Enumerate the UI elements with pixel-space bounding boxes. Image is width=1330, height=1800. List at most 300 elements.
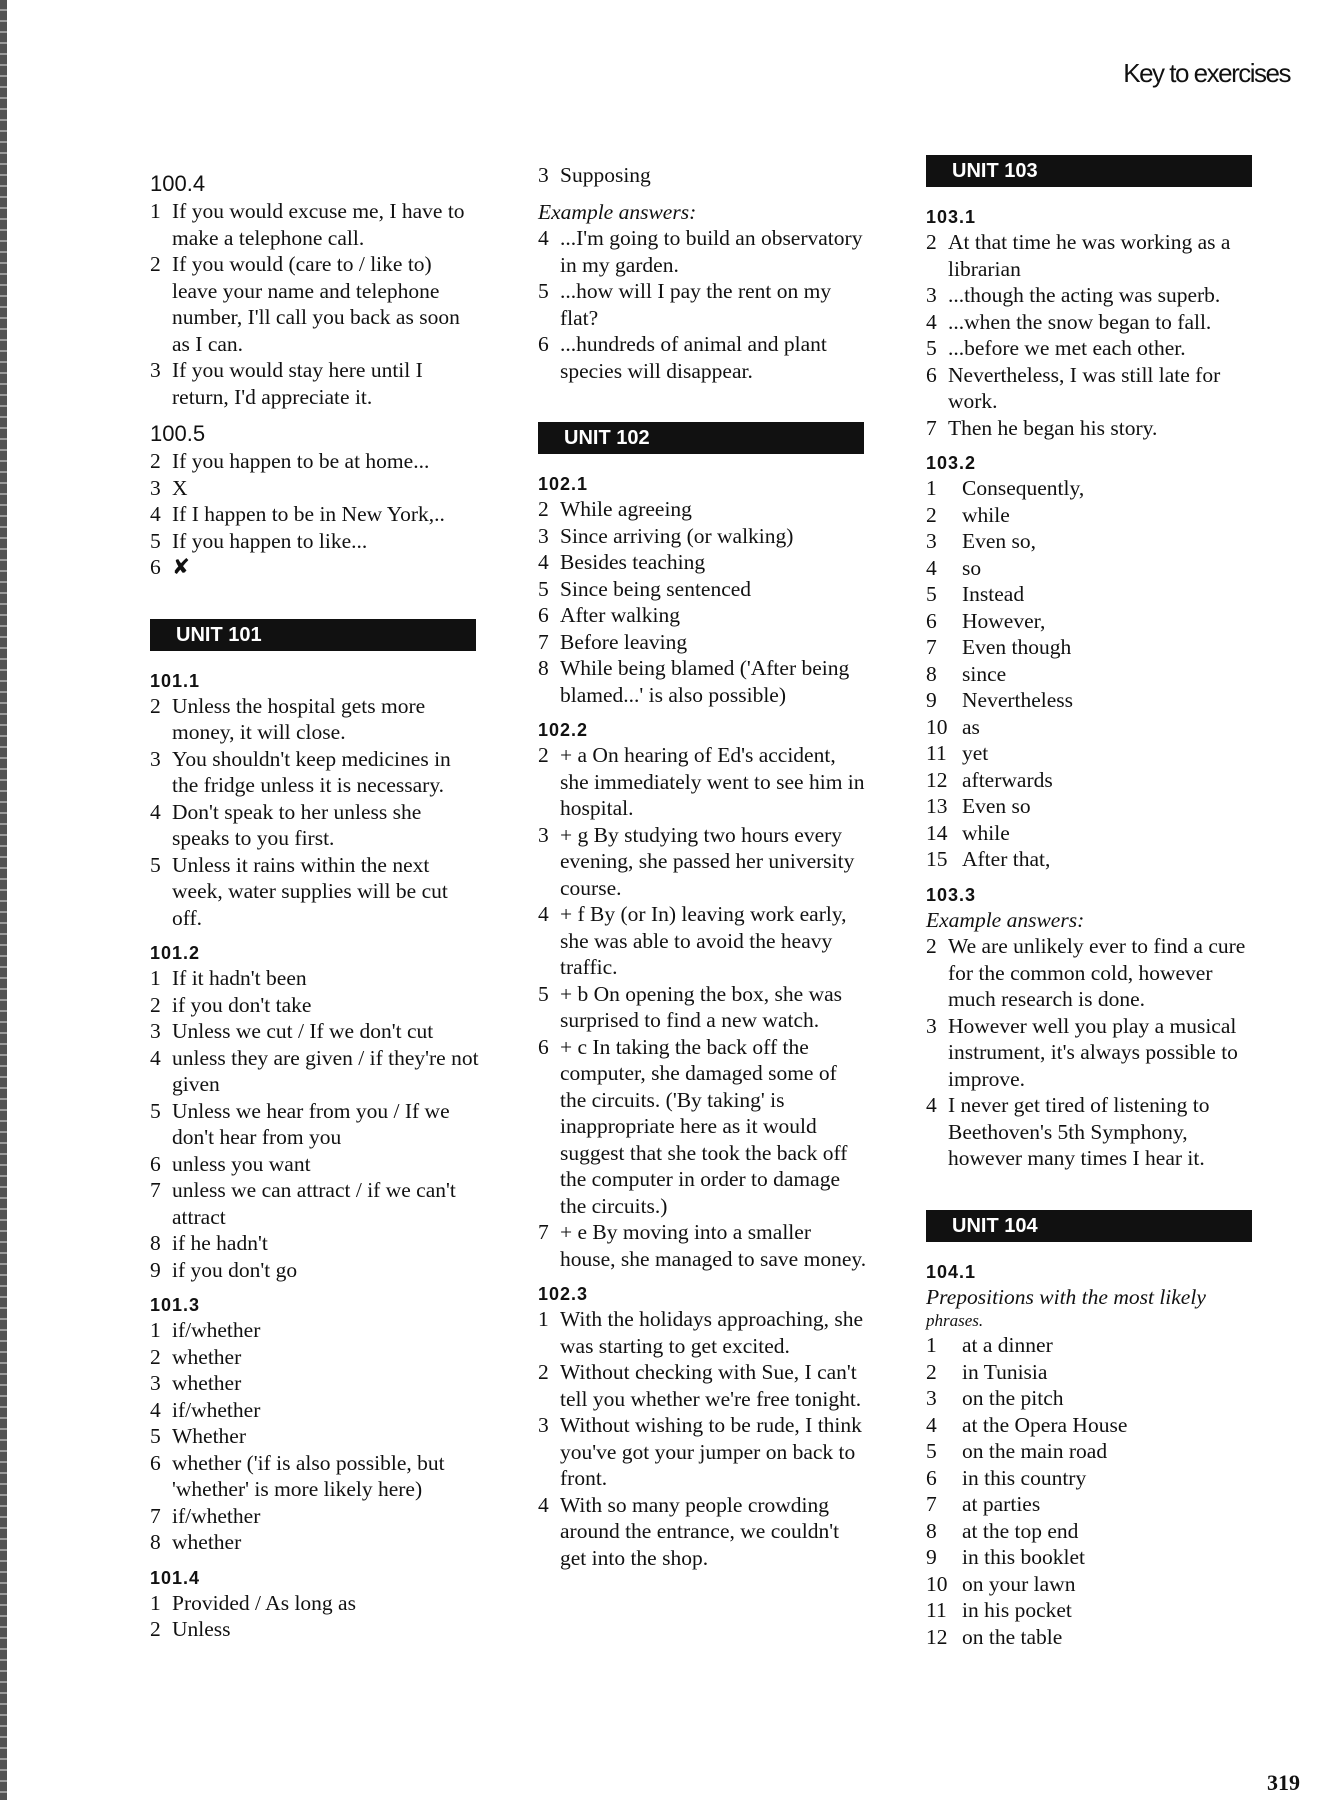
answer-number: 4 xyxy=(538,902,549,926)
answer-number: 8 xyxy=(538,656,549,680)
answer-item xyxy=(538,162,868,189)
answer-text: if/whether xyxy=(172,1397,261,1422)
answer-item xyxy=(150,1370,480,1397)
answer-item xyxy=(926,309,1256,336)
answer-number: 1 xyxy=(538,1307,549,1331)
answer-item xyxy=(150,1423,480,1450)
answer-number: 6 xyxy=(926,362,937,387)
answer-number: 15 xyxy=(926,847,948,871)
answer-item xyxy=(150,992,480,1019)
answer-item xyxy=(150,1344,480,1371)
answer-item xyxy=(926,1332,1256,1359)
answer-item xyxy=(926,282,1256,309)
answer-text: ...though the acting was superb. xyxy=(948,283,1221,307)
answer-number: 2 xyxy=(150,693,161,718)
answer-item xyxy=(926,1013,1256,1093)
answer-text: I never get tired of listening to Beethoven's 5th Symphony, however many times I hear it. xyxy=(948,1093,1210,1170)
exercise-number: 102.1 xyxy=(538,474,589,494)
answer-number: 5 xyxy=(150,852,161,877)
column-3 xyxy=(926,155,1256,1660)
answer-text: ...hundreds of animal and plant species will disappear. xyxy=(560,332,827,383)
answer-text: if he hadn't xyxy=(172,1231,268,1255)
answer-number: 3 xyxy=(150,1019,161,1043)
answer-number: 3 xyxy=(150,1371,161,1395)
exercise-number: 100.4 xyxy=(150,171,206,196)
answer-text: at parties xyxy=(962,1492,1041,1516)
answer-item xyxy=(926,415,1256,442)
answer-text: Unless it rains within the next week, water supplies will be cut off. xyxy=(172,852,448,930)
exercise-block xyxy=(150,170,480,410)
answer-text: Then he began his story. xyxy=(948,415,1158,440)
answer-text: ...how will I pay the rent on my flat? xyxy=(560,279,832,330)
answer-text: whether xyxy=(172,1371,242,1395)
answer-text: If I happen to be in New York,.. xyxy=(172,502,445,526)
answer-number: 3 xyxy=(538,523,549,548)
answer-text: Without checking with Sue, I can't tell you whether we're free tonight. xyxy=(560,1360,862,1411)
exercise-number: 103.1 xyxy=(926,207,977,227)
answer-item xyxy=(926,1438,1256,1465)
page-header: Key to exercises xyxy=(1123,58,1290,88)
answer-number: 2 xyxy=(150,1617,161,1641)
exercise-block xyxy=(926,451,1256,873)
answer-text: + f By (or In) leaving work early, she was able to avoid the heavy traffic. xyxy=(560,902,847,979)
answer-number: 4 xyxy=(538,226,549,250)
answer-number: 4 xyxy=(926,1412,937,1437)
answer-number: 7 xyxy=(538,1220,549,1244)
answer-item xyxy=(538,629,868,656)
answer-item xyxy=(538,1412,868,1492)
answer-text: on the main road xyxy=(962,1439,1108,1463)
answer-text: + b On opening the box, she was surprised to find a new watch. xyxy=(560,981,843,1032)
answer-text: Consequently, xyxy=(962,476,1085,500)
answer-item xyxy=(150,1397,480,1424)
answer-text: If you would stay here until I return, I'd appreciate it. xyxy=(172,358,423,409)
answer-number: 3 xyxy=(926,283,937,307)
exercise-block xyxy=(538,718,868,1272)
answer-item xyxy=(926,661,1256,688)
answer-number: 6 xyxy=(538,603,549,627)
answer-number: 8 xyxy=(926,1518,937,1543)
answer-number: 3 xyxy=(926,529,937,553)
answer-text: You shouldn't keep medicines in the fridge unless it is necessary. xyxy=(172,746,451,797)
answer-number: 6 xyxy=(926,1465,937,1490)
answer-text: Even so, xyxy=(962,529,1037,553)
answer-number: 6 xyxy=(150,1151,161,1176)
answer-item xyxy=(150,799,480,852)
answer-text: With so many people crowding around the entrance, we couldn't get into the shop. xyxy=(560,1492,840,1570)
answer-item xyxy=(538,576,868,603)
exercise-subheading: phrases. xyxy=(926,1311,984,1330)
answer-text: while xyxy=(962,820,1010,845)
answer-number: 5 xyxy=(926,336,937,360)
exercise-block xyxy=(538,162,868,189)
answer-text: + a On hearing of Ed's accident, she immediately went to see him in hospital. xyxy=(560,743,865,820)
exercise-block xyxy=(926,883,1256,1172)
answer-item xyxy=(926,502,1256,529)
answer-text: With the holidays approaching, she was starting to get excited. xyxy=(560,1307,864,1358)
exercise-number: 101.4 xyxy=(150,1567,201,1588)
answer-number: 8 xyxy=(150,1530,161,1554)
answer-item xyxy=(926,475,1256,502)
answer-item xyxy=(150,1151,480,1178)
answer-text: in this booklet xyxy=(962,1545,1086,1569)
answer-text: Instead xyxy=(962,582,1025,606)
exercise-number: 101.1 xyxy=(150,670,201,691)
answer-item xyxy=(150,1317,480,1344)
exercise-number: 103.3 xyxy=(926,884,977,905)
answer-item xyxy=(538,331,868,384)
answer-item xyxy=(926,714,1256,741)
answer-text: Unless we cut / If we don't cut xyxy=(172,1019,434,1043)
exercise-number: 101.3 xyxy=(150,1295,201,1315)
answer-text: on the table xyxy=(962,1624,1063,1649)
answer-number: 1 xyxy=(150,199,161,223)
answer-text: in his pocket xyxy=(962,1598,1072,1622)
answer-item xyxy=(150,251,480,357)
answer-item xyxy=(926,1092,1256,1172)
answer-text: While being blamed ('After being blamed...' is also possible) xyxy=(560,656,850,707)
answer-text: whether xyxy=(172,1344,242,1369)
answer-text: whether xyxy=(172,1530,242,1554)
exercise-number: 100.5 xyxy=(150,421,206,446)
answer-number: 3 xyxy=(150,475,161,500)
answer-number: 2 xyxy=(150,992,161,1017)
answer-item xyxy=(538,602,868,629)
answer-number: 3 xyxy=(538,163,549,187)
answer-text: at a dinner xyxy=(962,1333,1053,1357)
exercise-block xyxy=(150,1293,480,1556)
answer-text: After walking xyxy=(560,603,681,627)
answer-text: If it hadn't been xyxy=(172,966,307,990)
answer-item xyxy=(538,549,868,576)
answer-text: ...I'm going to build an observatory in my garden. xyxy=(560,226,863,277)
answer-number: 4 xyxy=(150,502,161,526)
answer-text: Whether xyxy=(172,1424,247,1448)
answer-text: as xyxy=(962,714,980,739)
column-1 xyxy=(150,166,480,1653)
answer-text: in Tunisia xyxy=(962,1359,1048,1384)
answer-item xyxy=(926,1412,1256,1439)
answer-number: 4 xyxy=(150,799,161,824)
answer-number: 2 xyxy=(926,502,937,527)
answer-item xyxy=(150,475,480,502)
answer-text: while xyxy=(962,502,1010,527)
answer-text: unless they are given / if they're not given xyxy=(172,1045,479,1096)
answer-text: unless you want xyxy=(172,1151,311,1176)
answer-text: so xyxy=(962,555,982,580)
answer-number: 1 xyxy=(926,476,937,500)
answer-number: 2 xyxy=(538,1360,549,1384)
answer-number: 9 xyxy=(150,1257,161,1282)
exercise-block xyxy=(926,205,1256,441)
answer-number: 5 xyxy=(538,981,549,1006)
answer-item xyxy=(926,555,1256,582)
answer-text: Nevertheless, I was still late for work. xyxy=(948,362,1221,413)
answer-text: Unless the hospital gets more money, it will close. xyxy=(172,693,426,744)
answer-text: If you happen to be at home... xyxy=(172,449,430,473)
answer-text: afterwards xyxy=(962,767,1053,792)
answer-item xyxy=(150,1257,480,1284)
answer-number: 4 xyxy=(150,1397,161,1422)
exercise-block xyxy=(926,1260,1256,1651)
answer-number: 12 xyxy=(926,767,948,792)
exercise-number: 102.2 xyxy=(538,720,589,740)
answer-number: 3 xyxy=(926,1386,937,1410)
answer-item xyxy=(538,981,868,1034)
answer-item xyxy=(926,608,1256,635)
answer-item xyxy=(926,229,1256,282)
answer-item xyxy=(538,1359,868,1412)
answer-text: ...before we met each other. xyxy=(948,336,1186,360)
answer-text: at the top end xyxy=(962,1518,1079,1543)
answer-item xyxy=(926,1359,1256,1386)
answer-number: 11 xyxy=(926,1598,947,1622)
answer-number: 10 xyxy=(926,1571,948,1596)
exercise-block xyxy=(538,1282,868,1571)
column-2 xyxy=(538,162,868,1581)
answer-number: 3 xyxy=(150,358,161,382)
answer-number: 2 xyxy=(926,934,937,958)
answer-item xyxy=(538,523,868,550)
answer-number: 4 xyxy=(926,309,937,334)
answer-number: 7 xyxy=(926,415,937,440)
answer-text: Don't speak to her unless she speaks to you first. xyxy=(172,799,422,850)
answer-item xyxy=(538,822,868,902)
answer-number: 2 xyxy=(926,230,937,254)
answer-number: 14 xyxy=(926,820,948,845)
answer-text: if you don't go xyxy=(172,1257,298,1282)
answer-number: 6 xyxy=(150,1450,161,1475)
answer-text: If you would excuse me, I have to make a telephone call. xyxy=(172,199,465,250)
answer-item xyxy=(538,1219,868,1272)
answer-number: 5 xyxy=(926,582,937,606)
answer-text: + g By studying two hours every evening, she passed her university course. xyxy=(560,822,855,900)
answer-text: Since arriving (or walking) xyxy=(560,523,794,548)
answer-number: 5 xyxy=(538,279,549,303)
answer-text: whether ('if is also possible, but 'whether' is more likely here) xyxy=(172,1450,445,1501)
answer-item xyxy=(926,740,1256,767)
answer-item xyxy=(150,357,480,410)
answer-number: 7 xyxy=(150,1503,161,1528)
answer-text: unless we can attract / if we can't attract xyxy=(172,1178,456,1229)
answer-item xyxy=(538,1034,868,1220)
exercise-subheading: Example answers: xyxy=(926,907,1085,932)
answer-item xyxy=(150,554,480,581)
answer-item xyxy=(926,1597,1256,1624)
answer-item xyxy=(150,965,480,992)
answer-number: 11 xyxy=(926,741,947,765)
answer-number: 5 xyxy=(150,1098,161,1123)
answer-item xyxy=(150,693,480,746)
answer-text: Even so xyxy=(962,794,1031,818)
answer-item xyxy=(150,528,480,555)
answer-text: Supposing xyxy=(560,163,651,187)
answer-text: Besides teaching xyxy=(560,550,706,574)
answer-item xyxy=(538,901,868,981)
answer-text: ✘ xyxy=(172,555,191,579)
answer-text: at the Opera House xyxy=(962,1412,1128,1437)
answer-number: 2 xyxy=(926,1359,937,1384)
answer-number: 8 xyxy=(150,1231,161,1255)
answer-item xyxy=(538,1492,868,1572)
exercise-block xyxy=(150,420,480,581)
answer-number: 1 xyxy=(150,1318,161,1342)
answer-text: if/whether xyxy=(172,1503,261,1528)
answer-item xyxy=(926,767,1256,794)
answer-text: If you happen to like... xyxy=(172,528,368,553)
exercise-subheading: Example answers: xyxy=(538,199,697,224)
answer-item xyxy=(926,1491,1256,1518)
answer-item xyxy=(150,1098,480,1151)
answer-item xyxy=(150,1590,480,1617)
answer-number: 6 xyxy=(926,608,937,633)
exercise-subheading: Prepositions with the most likely xyxy=(926,1284,1206,1309)
answer-number: 6 xyxy=(150,555,161,579)
answer-item xyxy=(926,335,1256,362)
answer-item xyxy=(150,1529,480,1556)
exercise-number: 104.1 xyxy=(926,1261,977,1282)
answer-text: Even though xyxy=(962,635,1072,659)
answer-item xyxy=(926,528,1256,555)
answer-item xyxy=(926,1518,1256,1545)
answer-text: since xyxy=(962,661,1007,686)
unit-heading: UNIT 104 xyxy=(926,1210,1252,1242)
answer-item xyxy=(926,687,1256,714)
answer-number: 2 xyxy=(538,497,549,521)
answer-text: While agreeing xyxy=(560,497,692,521)
exercise-block xyxy=(538,472,868,708)
answer-number: 7 xyxy=(926,635,937,659)
answer-item xyxy=(150,1616,480,1643)
answer-text: After that, xyxy=(962,847,1051,871)
answer-number: 7 xyxy=(538,629,549,654)
answer-item xyxy=(926,1624,1256,1651)
answer-number: 4 xyxy=(538,550,549,574)
answer-item xyxy=(150,1503,480,1530)
answer-item xyxy=(150,1230,480,1257)
answer-text: However well you play a musical instrument, it's always possible to improve. xyxy=(948,1013,1238,1091)
answer-item xyxy=(150,1177,480,1230)
answer-number: 6 xyxy=(538,1034,549,1059)
exercise-number: 103.2 xyxy=(926,453,977,473)
page-number: 319 xyxy=(1267,1770,1300,1795)
answer-number: 2 xyxy=(150,449,161,473)
answer-item xyxy=(150,198,480,251)
answer-item xyxy=(150,501,480,528)
scan-edge xyxy=(0,0,7,1800)
answer-item xyxy=(926,1571,1256,1598)
answer-text: X xyxy=(172,475,188,500)
answer-number: 5 xyxy=(150,528,161,553)
answer-number: 2 xyxy=(150,1344,161,1369)
answer-item xyxy=(926,1465,1256,1492)
exercise-number: 102.3 xyxy=(538,1284,589,1304)
answer-text: if/whether xyxy=(172,1318,261,1342)
answer-number: 3 xyxy=(150,746,161,771)
answer-number: 3 xyxy=(538,822,549,847)
answer-number: 8 xyxy=(926,661,937,686)
answer-number: 3 xyxy=(926,1013,937,1038)
answer-item xyxy=(538,655,868,708)
answer-text: on your lawn xyxy=(962,1571,1076,1596)
answer-text: in this country xyxy=(962,1465,1087,1490)
unit-heading: UNIT 102 xyxy=(538,422,864,454)
answer-item xyxy=(926,1544,1256,1571)
answer-text: + c In taking the back off the computer, she damaged some of the circuits. ('By taking' is inappropriate here as it would suggest that she took the back off the computer in order to damage the circuits.) xyxy=(560,1034,848,1218)
answer-text: At that time he was working as a librarian xyxy=(948,230,1231,281)
exercise-block xyxy=(150,1566,480,1643)
answer-item xyxy=(538,742,868,822)
answer-number: 4 xyxy=(150,1045,161,1070)
unit-heading: UNIT 103 xyxy=(926,155,1252,187)
answer-text: We are unlikely ever to find a cure for the common cold, however much research is done. xyxy=(948,934,1246,1011)
answer-item xyxy=(926,581,1256,608)
answer-number: 2 xyxy=(538,743,549,767)
answer-text: on the pitch xyxy=(962,1386,1064,1410)
answer-number: 9 xyxy=(926,688,937,712)
answer-number: 5 xyxy=(538,576,549,601)
answer-number: 3 xyxy=(538,1413,549,1437)
exercise-number: 101.2 xyxy=(150,943,201,963)
answer-item xyxy=(538,278,868,331)
answer-text: Provided / As long as xyxy=(172,1590,356,1615)
answer-number: 13 xyxy=(926,794,948,818)
answer-number: 10 xyxy=(926,714,948,739)
unit-heading: UNIT 101 xyxy=(150,619,476,651)
answer-item xyxy=(538,1306,868,1359)
answer-number: 4 xyxy=(926,1093,937,1117)
answer-text: Unless we hear from you / If we don't hear from you xyxy=(172,1098,450,1149)
exercise-block xyxy=(150,669,480,932)
answer-text: + e By moving into a smaller house, she managed to save money. xyxy=(560,1220,867,1271)
answer-text: However, xyxy=(962,608,1046,633)
answer-text: if you don't take xyxy=(172,992,312,1017)
answer-number: 7 xyxy=(926,1492,937,1516)
answer-number: 6 xyxy=(538,332,549,356)
answer-item xyxy=(150,746,480,799)
answer-text: Unless xyxy=(172,1617,231,1641)
answer-item xyxy=(538,496,868,523)
answer-number: 1 xyxy=(150,966,161,990)
answer-text: ...when the snow began to fall. xyxy=(948,309,1212,334)
answer-number: 9 xyxy=(926,1545,937,1569)
answer-item xyxy=(150,448,480,475)
answer-item xyxy=(926,793,1256,820)
answer-number: 12 xyxy=(926,1624,948,1649)
answer-item xyxy=(926,634,1256,661)
answer-text: Since being sentenced xyxy=(560,576,752,601)
answer-item xyxy=(926,362,1256,415)
answer-text: Without wishing to be rude, I think you've got your jumper on back to front. xyxy=(560,1413,862,1490)
answer-number: 1 xyxy=(926,1333,937,1357)
answer-item xyxy=(150,1018,480,1045)
answer-text: Nevertheless xyxy=(962,688,1074,712)
answer-item xyxy=(150,852,480,932)
answer-number: 5 xyxy=(926,1439,937,1463)
answer-item xyxy=(150,1045,480,1098)
answer-item xyxy=(150,1450,480,1503)
answer-item xyxy=(926,846,1256,873)
answer-number: 5 xyxy=(150,1424,161,1448)
answer-number: 7 xyxy=(150,1178,161,1202)
answer-number: 1 xyxy=(150,1590,161,1615)
answer-number: 4 xyxy=(538,1492,549,1517)
answer-text: yet xyxy=(962,741,989,765)
answer-item xyxy=(926,820,1256,847)
answer-number: 2 xyxy=(150,252,161,276)
answer-item xyxy=(926,1385,1256,1412)
exercise-block xyxy=(150,941,480,1283)
